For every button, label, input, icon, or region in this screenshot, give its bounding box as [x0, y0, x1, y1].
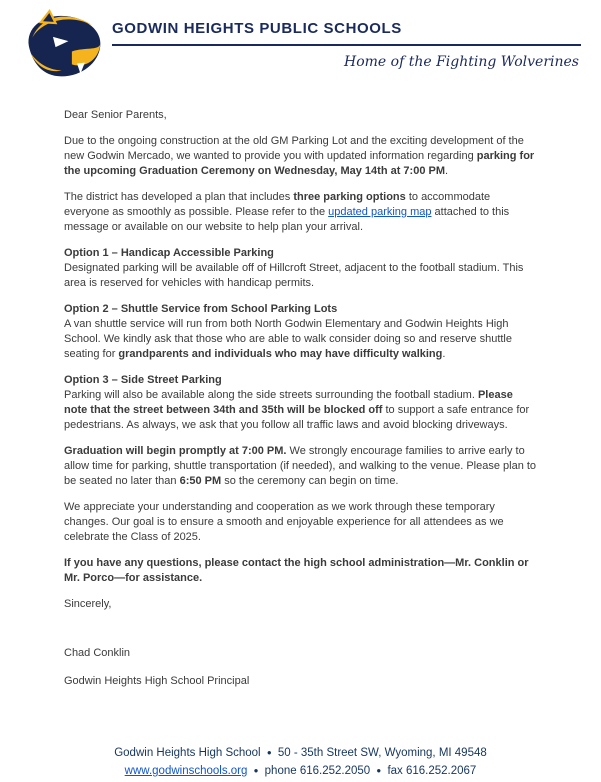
header-divider: [112, 44, 581, 46]
bullet-icon: ●: [266, 748, 272, 757]
text-run: We strongly encourage families to arrive early to allow time for parking, shuttle transportation (if needed), and walking to the venue. Please plan to be seated no later than: [64, 445, 537, 487]
bold-text: Option 1 – Handicap Accessible Parking: [64, 247, 274, 259]
text-run: The district has developed a plan that includes: [64, 191, 294, 203]
letter-body: [64, 108, 538, 700]
footer-school: Godwin Heights High School: [114, 747, 261, 759]
bold-text: grandparents and individuals who may have difficulty walking: [118, 348, 443, 360]
paragraph: [64, 302, 538, 362]
salutation: Dear Senior Parents,: [64, 109, 167, 121]
parking-map-link[interactable]: updated parking map: [328, 206, 432, 218]
wolverine-mascot-logo: [22, 8, 108, 88]
bold-text: Option 2 – Shuttle Service from School Parking Lots: [64, 303, 338, 315]
text-run: so the ceremony can begin on time.: [221, 475, 399, 487]
text-run: attached to this message or available on our website to help plan your arrival.: [64, 206, 510, 233]
bold-text: Please note that the street between 34th and 35th will be blocked off: [64, 389, 513, 416]
footer-address: 50 - 35th Street SW, Wyoming, MI 49548: [277, 747, 487, 759]
paragraph: [64, 500, 538, 545]
bold-text: If you have any questions, please contact the high school administration—Mr. Conklin or Mr. Porco—for assistance.: [64, 557, 529, 584]
footer-website-link[interactable]: www.godwinschools.org: [124, 765, 248, 777]
text-run: Parking will also be available along the side streets surrounding the football stadium.: [64, 389, 478, 401]
paragraph: [64, 556, 538, 586]
footer-line-1: [0, 744, 601, 762]
paragraph: [64, 190, 538, 235]
bold-text: Graduation will begin promptly at 7:00 PM.: [64, 445, 287, 457]
text-run: .: [445, 165, 449, 177]
wolverine-icon: [22, 8, 108, 88]
paragraph: [64, 373, 538, 433]
text-run: Designated parking will be available off of Hillcroft Street, adjacent to the football stadium. This area is reserved for vehicles with handicap permits.: [64, 262, 524, 289]
text-run: A van shuttle service will run from both North Godwin Elementary and Godwin Heights High School. We kindly ask that those who are able to walk consider doing so and reserve shuttle seating for: [64, 318, 512, 360]
school-tagline: Home of the Fighting Wolverines: [344, 54, 579, 70]
school-name: GODWIN HEIGHTS PUBLIC SCHOOLS: [112, 20, 402, 37]
text-run: Sincerely,: [64, 598, 112, 610]
bullet-icon: ●: [253, 766, 259, 775]
bold-text: three parking options: [293, 191, 406, 203]
text-run: Godwin Heights High School Principal: [64, 675, 250, 687]
text-run: to accommodate everyone as smoothly as possible. Please refer to the: [64, 191, 491, 218]
signature-name: [64, 646, 538, 661]
text-run: to support a safe entrance for pedestrians. As always, we ask that you follow all traffic laws and avoid blocking driveways.: [64, 404, 530, 431]
paragraphs-container: [64, 134, 538, 689]
bold-text: Option 3 – Side Street Parking: [64, 374, 222, 386]
bold-text: parking for the upcoming Graduation Ceremony on Wednesday, May 14th at 7:00 PM: [64, 150, 535, 177]
text-run: Due to the ongoing construction at the old GM Parking Lot and the exciting development of the new Godwin Mercado, we wanted to provide you with updated information regarding: [64, 135, 524, 162]
paragraph: [64, 246, 538, 291]
page-footer: [0, 744, 601, 780]
bullet-icon: ●: [376, 766, 382, 775]
text-run: .: [442, 348, 446, 360]
footer-phone: phone 616.252.2050: [264, 765, 371, 777]
paragraph: [64, 134, 538, 179]
paragraph: [64, 444, 538, 489]
paragraph: [64, 597, 538, 612]
bold-text: 6:50 PM: [179, 475, 222, 487]
signature-title: [64, 674, 538, 689]
text-run: We appreciate your understanding and cooperation as we work through these temporary changes. Our goal is to ensure a smooth and enjoyable experience for all attendees as we celebrate the Class of 2025.: [64, 501, 504, 543]
footer-fax: fax 616.252.2067: [387, 765, 477, 777]
footer-line-2: [0, 762, 601, 780]
text-run: Chad Conklin: [64, 647, 131, 659]
